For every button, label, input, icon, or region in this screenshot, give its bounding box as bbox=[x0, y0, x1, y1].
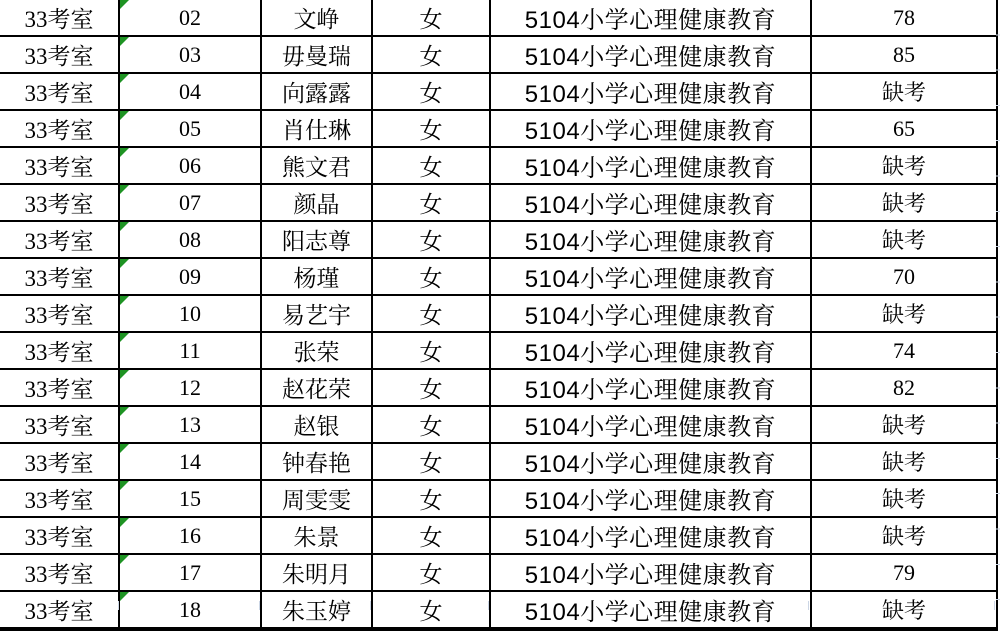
gender-cell[interactable]: 女 bbox=[372, 110, 490, 147]
student-name-cell[interactable]: 向露露 bbox=[261, 73, 372, 110]
gender-cell[interactable]: 女 bbox=[372, 295, 490, 332]
seat-number-value: 16 bbox=[179, 522, 201, 548]
exam-room-cell[interactable]: 33考室 bbox=[0, 517, 119, 554]
excel-gridline bbox=[488, 601, 489, 610]
number-stored-as-text-indicator-icon bbox=[120, 518, 129, 527]
subject-cell[interactable]: 5104小学心理健康教育 bbox=[490, 295, 811, 332]
subject-cell[interactable]: 5104小学心理健康教育 bbox=[490, 221, 811, 258]
score-cell[interactable]: 缺考 bbox=[811, 147, 997, 184]
student-name-cell[interactable]: 易艺宇 bbox=[261, 295, 372, 332]
gender-cell[interactable]: 女 bbox=[372, 443, 490, 480]
table-row bbox=[0, 147, 997, 184]
number-stored-as-text-indicator-icon bbox=[120, 407, 129, 416]
excel-gridline bbox=[370, 601, 371, 610]
number-stored-as-text-indicator-icon bbox=[120, 444, 129, 453]
score-cell[interactable]: 缺考 bbox=[811, 73, 997, 110]
number-stored-as-text-indicator-icon bbox=[120, 222, 129, 231]
gender-cell[interactable]: 女 bbox=[372, 369, 490, 406]
gender-cell[interactable]: 女 bbox=[372, 554, 490, 591]
table-row bbox=[0, 443, 997, 480]
number-stored-as-text-indicator-icon bbox=[120, 185, 129, 194]
score-cell[interactable]: 82 bbox=[811, 369, 997, 406]
seat-number-cell[interactable] bbox=[119, 73, 261, 110]
seat-number-value: 10 bbox=[179, 300, 201, 326]
seat-number-value: 05 bbox=[179, 115, 201, 141]
table-row bbox=[0, 480, 997, 517]
score-cell[interactable]: 缺考 bbox=[811, 480, 997, 517]
exam-room-cell[interactable]: 33考室 bbox=[0, 258, 119, 295]
subject-cell[interactable]: 5104小学心理健康教育 bbox=[490, 258, 811, 295]
seat-number-cell[interactable] bbox=[119, 406, 261, 443]
seat-number-cell[interactable] bbox=[119, 332, 261, 369]
table-row bbox=[0, 406, 997, 443]
seat-number-cell[interactable] bbox=[119, 554, 261, 591]
table-row bbox=[0, 184, 997, 221]
number-stored-as-text-indicator-icon bbox=[120, 111, 129, 120]
student-name-cell[interactable]: 赵银 bbox=[261, 406, 372, 443]
number-stored-as-text-indicator-icon bbox=[120, 74, 129, 83]
subject-cell[interactable]: 5104小学心理健康教育 bbox=[490, 184, 811, 221]
student-name-cell[interactable]: 颜晶 bbox=[261, 184, 372, 221]
table-row bbox=[0, 258, 997, 295]
student-name-cell[interactable]: 肖仕琳 bbox=[261, 110, 372, 147]
seat-number-value: 06 bbox=[179, 152, 201, 178]
number-stored-as-text-indicator-icon bbox=[120, 333, 129, 342]
gender-cell[interactable]: 女 bbox=[372, 36, 490, 73]
exam-room-cell[interactable]: 33考室 bbox=[0, 73, 119, 110]
score-cell[interactable]: 85 bbox=[811, 36, 997, 73]
subject-cell[interactable]: 5104小学心理健康教育 bbox=[490, 36, 811, 73]
student-name-cell[interactable]: 朱明月 bbox=[261, 554, 372, 591]
seat-number-cell[interactable] bbox=[119, 258, 261, 295]
subject-cell[interactable]: 5104小学心理健康教育 bbox=[490, 517, 811, 554]
table-row bbox=[0, 221, 997, 258]
score-cell[interactable]: 缺考 bbox=[811, 591, 997, 629]
excel-gridline bbox=[994, 601, 995, 610]
table-row bbox=[0, 295, 997, 332]
table-row bbox=[0, 332, 997, 369]
student-name-cell[interactable]: 钟春艳 bbox=[261, 443, 372, 480]
subject-cell[interactable]: 5104小学心理健康教育 bbox=[490, 443, 811, 480]
exam-room-cell[interactable]: 33考室 bbox=[0, 147, 119, 184]
gender-cell[interactable]: 女 bbox=[372, 73, 490, 110]
table-row bbox=[0, 591, 997, 629]
number-stored-as-text-indicator-icon bbox=[120, 296, 129, 305]
student-name-cell[interactable]: 文峥 bbox=[261, 0, 372, 36]
student-name-cell[interactable]: 朱玉婷 bbox=[261, 591, 372, 629]
seat-number-cell[interactable] bbox=[119, 184, 261, 221]
gender-cell[interactable]: 女 bbox=[372, 591, 490, 629]
seat-number-value: 15 bbox=[179, 485, 201, 511]
subject-cell[interactable]: 5104小学心理健康教育 bbox=[490, 406, 811, 443]
student-name-cell[interactable]: 周雯雯 bbox=[261, 480, 372, 517]
student-name-cell[interactable]: 张荣 bbox=[261, 332, 372, 369]
number-stored-as-text-indicator-icon bbox=[120, 0, 129, 9]
seat-number-value: 03 bbox=[179, 41, 201, 67]
exam-room-cell[interactable]: 33考室 bbox=[0, 110, 119, 147]
exam-room-cell[interactable]: 33考室 bbox=[0, 480, 119, 517]
exam-room-cell[interactable]: 33考室 bbox=[0, 0, 119, 36]
exam-room-cell[interactable]: 33考室 bbox=[0, 406, 119, 443]
table-row bbox=[0, 73, 997, 110]
seat-number-value: 02 bbox=[179, 4, 201, 30]
seat-number-cell[interactable] bbox=[119, 110, 261, 147]
student-name-cell[interactable]: 朱景 bbox=[261, 517, 372, 554]
excel-gridline-right-gutter bbox=[996, 0, 1000, 601]
student-name-cell[interactable]: 熊文君 bbox=[261, 147, 372, 184]
gender-cell[interactable]: 女 bbox=[372, 406, 490, 443]
seat-number-value: 08 bbox=[179, 226, 201, 252]
seat-number-cell[interactable] bbox=[119, 221, 261, 258]
student-name-cell[interactable]: 赵花荣 bbox=[261, 369, 372, 406]
student-name-cell[interactable]: 毋曼瑞 bbox=[261, 36, 372, 73]
score-cell[interactable]: 缺考 bbox=[811, 295, 997, 332]
exam-room-cell[interactable]: 33考室 bbox=[0, 443, 119, 480]
gender-cell[interactable]: 女 bbox=[372, 517, 490, 554]
table-row bbox=[0, 0, 997, 36]
seat-number-cell[interactable] bbox=[119, 369, 261, 406]
subject-cell[interactable]: 5104小学心理健康教育 bbox=[490, 110, 811, 147]
exam-room-cell[interactable]: 33考室 bbox=[0, 332, 119, 369]
seat-number-cell[interactable] bbox=[119, 0, 261, 36]
number-stored-as-text-indicator-icon bbox=[120, 37, 129, 46]
seat-number-value: 12 bbox=[179, 374, 201, 400]
excel-gridline bbox=[808, 601, 809, 610]
gender-cell[interactable]: 女 bbox=[372, 258, 490, 295]
score-cell[interactable]: 74 bbox=[811, 332, 997, 369]
number-stored-as-text-indicator-icon bbox=[120, 555, 129, 564]
exam-room-cell[interactable]: 33考室 bbox=[0, 554, 119, 591]
seat-number-cell[interactable] bbox=[119, 147, 261, 184]
number-stored-as-text-indicator-icon bbox=[120, 148, 129, 157]
gender-cell[interactable]: 女 bbox=[372, 480, 490, 517]
score-cell[interactable]: 78 bbox=[811, 0, 997, 36]
table-row bbox=[0, 554, 997, 591]
subject-cell[interactable]: 5104小学心理健康教育 bbox=[490, 0, 811, 36]
number-stored-as-text-indicator-icon bbox=[120, 259, 129, 268]
seat-number-value: 14 bbox=[179, 448, 201, 474]
gender-cell[interactable]: 女 bbox=[372, 0, 490, 36]
seat-number-value: 09 bbox=[179, 263, 201, 289]
table-row bbox=[0, 36, 997, 73]
table-row bbox=[0, 517, 997, 554]
score-cell[interactable]: 79 bbox=[811, 554, 997, 591]
seat-number-value: 13 bbox=[179, 411, 201, 437]
table-row bbox=[0, 369, 997, 406]
subject-cell[interactable]: 5104小学心理健康教育 bbox=[490, 554, 811, 591]
seat-number-cell[interactable] bbox=[119, 443, 261, 480]
excel-gridline bbox=[259, 601, 260, 610]
gender-cell[interactable]: 女 bbox=[372, 184, 490, 221]
seat-number-value: 17 bbox=[179, 559, 201, 585]
score-cell[interactable]: 缺考 bbox=[811, 443, 997, 480]
exam-room-cell[interactable]: 33考室 bbox=[0, 369, 119, 406]
subject-cell[interactable]: 5104小学心理健康教育 bbox=[490, 73, 811, 110]
exam-room-cell[interactable]: 33考室 bbox=[0, 36, 119, 73]
score-cell[interactable]: 70 bbox=[811, 258, 997, 295]
gender-cell[interactable]: 女 bbox=[372, 221, 490, 258]
exam-room-cell[interactable]: 33考室 bbox=[0, 221, 119, 258]
number-stored-as-text-indicator-icon bbox=[120, 370, 129, 379]
exam-room-cell[interactable]: 33考室 bbox=[0, 184, 119, 221]
seat-number-value: 18 bbox=[179, 596, 201, 622]
subject-cell[interactable]: 5104小学心理健康教育 bbox=[490, 147, 811, 184]
table-row bbox=[0, 110, 997, 147]
seat-number-value: 04 bbox=[179, 78, 201, 104]
subject-cell[interactable]: 5104小学心理健康教育 bbox=[490, 369, 811, 406]
subject-cell[interactable]: 5104小学心理健康教育 bbox=[490, 591, 811, 629]
seat-number-cell[interactable] bbox=[119, 36, 261, 73]
score-cell[interactable]: 缺考 bbox=[811, 517, 997, 554]
score-cell[interactable]: 65 bbox=[811, 110, 997, 147]
student-name-cell[interactable]: 阳志尊 bbox=[261, 221, 372, 258]
score-cell[interactable]: 缺考 bbox=[811, 184, 997, 221]
subject-cell[interactable]: 5104小学心理健康教育 bbox=[490, 332, 811, 369]
number-stored-as-text-indicator-icon bbox=[120, 481, 129, 490]
seat-number-value: 11 bbox=[179, 337, 201, 363]
number-stored-as-text-indicator-icon bbox=[120, 592, 129, 601]
student-name-cell[interactable]: 杨瑾 bbox=[261, 258, 372, 295]
exam-room-cell[interactable]: 33考室 bbox=[0, 591, 119, 629]
seat-number-cell[interactable] bbox=[119, 295, 261, 332]
seat-number-cell[interactable] bbox=[119, 591, 261, 629]
subject-cell[interactable]: 5104小学心理健康教育 bbox=[490, 480, 811, 517]
seat-number-cell[interactable] bbox=[119, 517, 261, 554]
gender-cell[interactable]: 女 bbox=[372, 147, 490, 184]
exam-room-cell[interactable]: 33考室 bbox=[0, 295, 119, 332]
gender-cell[interactable]: 女 bbox=[372, 332, 490, 369]
seat-number-cell[interactable] bbox=[119, 480, 261, 517]
seat-number-value: 07 bbox=[179, 189, 201, 215]
excel-gridline bbox=[118, 601, 119, 610]
score-cell[interactable]: 缺考 bbox=[811, 406, 997, 443]
score-cell[interactable]: 缺考 bbox=[811, 221, 997, 258]
